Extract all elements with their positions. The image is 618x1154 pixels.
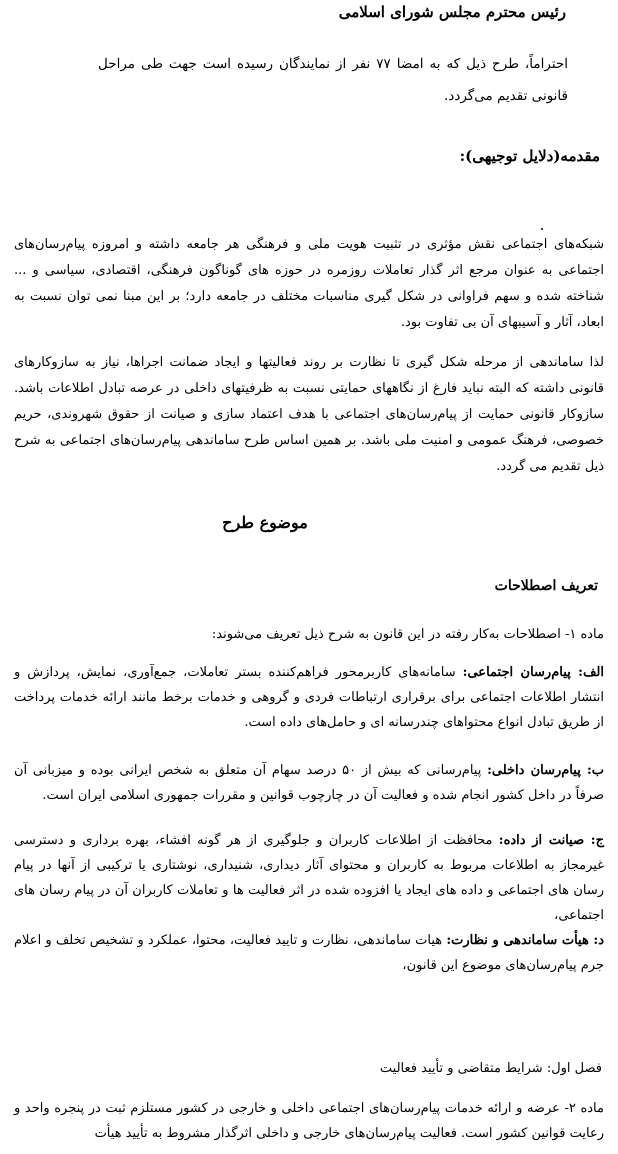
preface-paragraph-2: لذا ساماندهی از مرحله شکل گیری تا نظارت بر روند فعالیتها و ایجاد ضمانت اجراها، نیاز به سازوکارهای قانونی داشته که البته نباید فارغ از نگاههای حمایتی نسبت به ظرفیتهای داخلی در عرصه تبادل اطلاعات باشد. سازوکار قانونی حمایت از پیام‌رسان‌های اجتماعی با هدف اعتماد سازی و صیانت از حقوق شهروندی، حریم خصوصی، فرهنگ عمومی و امنیت ملی باشد. بر همین اساس طرح ساماندهی پیام‌رسان‌های اجتماعی به شرح ذیل تقدیم می گردد. [14, 355, 604, 474]
definition-text: محافظت از اطلاعات کاربران و جلوگیری از هر گونه افشاء، بهره برداری و دسترسی غیرمجاز به اطلاعات مربوط به کاربران و محتوای آثار دیداری، شنیداری، نوشتاری یا ترکیبی از آنها در پیام رسان های اجتماعی و داده های ایجاد یا افزوده شده در اثر فعالیت ها و تعاملات کاربران آن در پیام رسان های اجتماعی، [14, 833, 604, 923]
definition-item-d [14, 928, 604, 978]
article-2: ماده ۲- عرضه و ارائه خدمات پیام‌رسان‌های اجتماعی داخلی و خارجی در کشور مستلزم ثبت در پنجره واحد و رعایت قوانین کشور است. فعالیت پیام‌رسان‌های خارجی و داخلی اثرگذار مشروط به تأیید هیأت [14, 1101, 604, 1141]
definition-label: ب: پیام‌رسان داخلی: [487, 763, 604, 778]
definition-label: د: هیأت ساماندهی و نظارت: [446, 933, 604, 948]
stray-dot [541, 228, 543, 230]
preface-paragraph-1: شبکه‌های اجتماعی نقش مؤثری در تثبیت هویت ملی و فرهنگی هر جامعه داشته و امروزه پیام‌رسان‌های اجتماعی به عنوان مرجع اثر گذار تعاملات روزمره در حوزه های گوناگون فرهنگی، اقتصادی، سیاسی و ... شناخته شده و سهم فراوانی در شکل گیری مناسبات مختلف در جامعه دارد؛ بر این مبنا نمی توان نسبت به ابعاد، آثار و آسیبهای آن بی تفاوت بود. [14, 237, 604, 330]
definition-text: هیات ساماندهی، نظارت و تایید فعالیت، محتوا، عملکرد و تشخیص تخلف و اعلام جرم پیام‌رسان‌های موضوع این قانون، [14, 933, 604, 973]
definition-label: الف: پیام‌رسان اجتماعی: [462, 665, 604, 680]
preface-heading: مقدمه(دلایل توجیهی): [459, 147, 600, 165]
definition-label: ج: صیانت از داده: [498, 833, 604, 848]
definition-item-c [14, 828, 604, 928]
intro-paragraph: احتراماً، طرح ذیل که به امضا ۷۷ نفر از نمایندگان رسیده است جهت طی مراحل قانونی تقدیم می‌گردد. [98, 56, 568, 104]
article-1: ماده ۱- اصطلاحات به‌کار رفته در این قانون به شرح ذیل تعریف می‌شوند: [211, 627, 604, 642]
chapter1-heading: فصل اول: شرایط متقاضی و تأیید فعالیت [379, 1061, 602, 1076]
definitions-heading: تعریف اصطلاحات [494, 578, 598, 594]
definition-text: پیام‌رسانی که بیش از ۵۰ درصد سهام آن متعلق به شخص ایرانی بوده و میزبانی آن صرفاً در داخل کشور انجام شده و فعالیت آن در چارچوب قوانین و مقررات جمهوری اسلامی ایران است. [14, 763, 604, 803]
addressee-heading: رئیس محترم مجلس شورای اسلامی [338, 3, 566, 21]
definition-item-b [14, 758, 604, 808]
definition-item-a [14, 660, 604, 735]
definition-text: سامانه‌های کاربرمحور فراهم‌کننده بستر تعاملات، جمع‌آوری، نمایش، پردازش و انتشار اطلاعات اجتماعی برای برقراری ارتباطات فردی و گروهی و خدمات برخط مانند ارائه خدمات پرداخت از طریق تبادل انواع محتواهای چندرسانه ای و حامل‌های داده است. [14, 665, 604, 730]
subject-title: موضوع طرح [222, 513, 308, 532]
